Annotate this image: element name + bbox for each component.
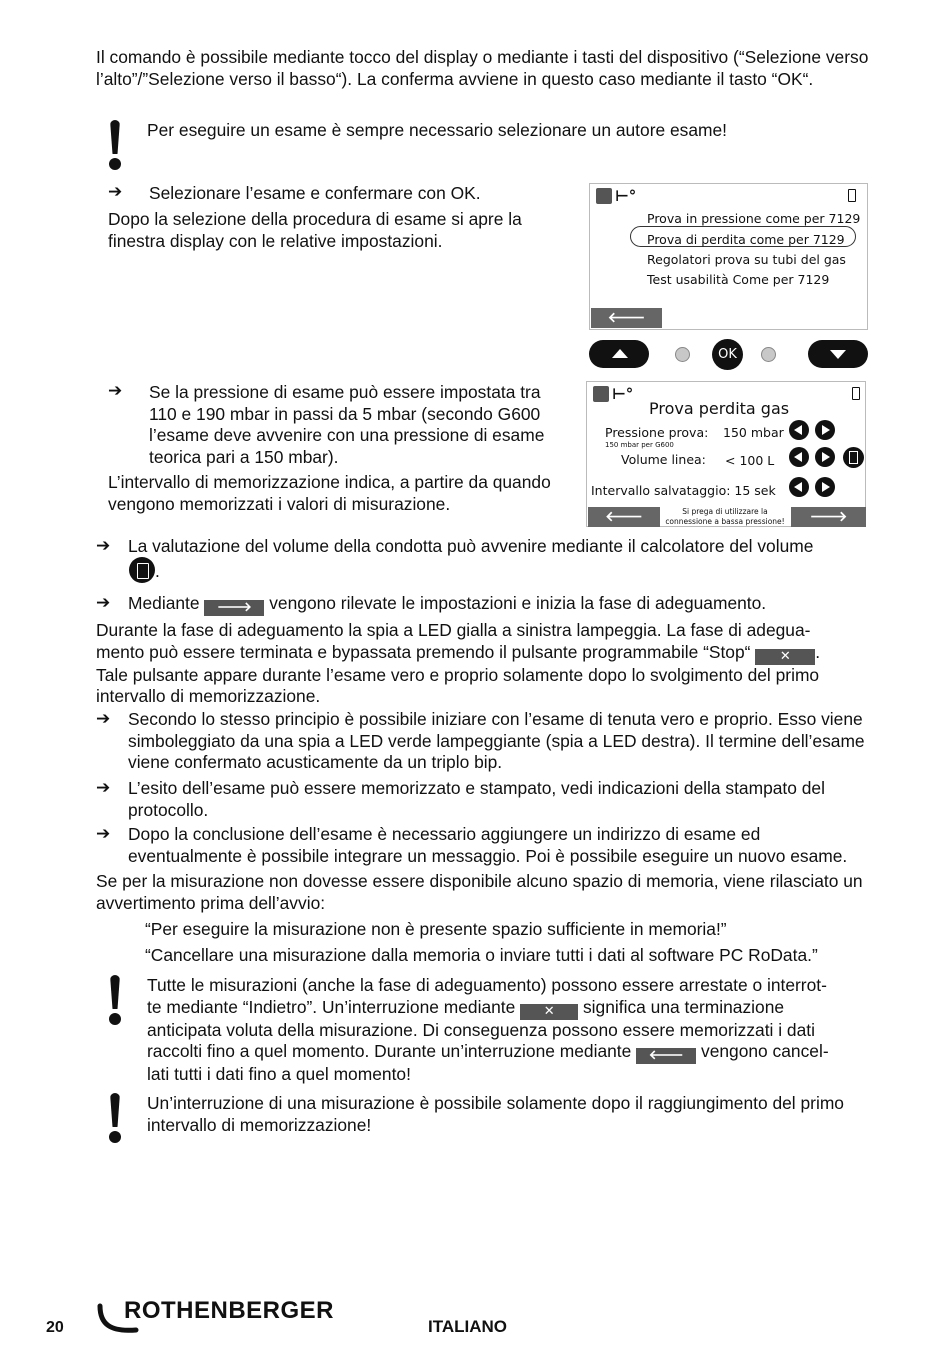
triangle-down-icon <box>830 350 846 359</box>
bullet-text: Dopo la conclusione dell’esame è necessario aggiungere un indirizzo di esame ed eventualmente è possibile integrare un messaggio. Poi è possibile eseguire un nuovo esame. <box>128 824 848 866</box>
back-button[interactable]: 🡐 <box>588 507 660 527</box>
arrow-icon: ➔ <box>96 536 111 556</box>
text-line: Durante la fase di adeguamento la spia a LED gialla a sinistra lampeggia. La fase di adegua- <box>96 620 811 640</box>
decrease-interval-button[interactable] <box>789 477 809 497</box>
calculator-button[interactable] <box>843 447 864 468</box>
increase-pressure-button[interactable] <box>815 420 835 440</box>
text-part: mento può essere terminata e bypassata premendo il pulsante programmabile “Stop“ <box>96 641 751 662</box>
flame-icon <box>596 188 612 204</box>
increase-interval-button[interactable] <box>815 477 835 497</box>
text-line: mento può essere terminata e bypassata premendo il pulsante programmabile “Stop“ ✕ . <box>96 641 821 664</box>
page-number: 20 <box>46 1319 64 1336</box>
screen-title: Prova perdita gas <box>649 399 790 418</box>
step-text: Selezionare l’esame e confermare con OK. <box>149 183 481 203</box>
low-pressure-note <box>663 507 787 527</box>
text-part: Mediante <box>128 593 200 613</box>
adeguamento-paragraph <box>96 620 876 708</box>
rothenberger-logo <box>96 1297 340 1334</box>
interval-label: Intervallo salvataggio: 15 sek <box>591 483 776 498</box>
up-button[interactable] <box>589 340 649 368</box>
text-part: significa una terminazione <box>582 996 785 1017</box>
decrease-pressure-button[interactable] <box>789 420 809 440</box>
arrow-icon: ➔ <box>96 709 111 729</box>
text-part: raccolti fino a quel momento. Durante un’interruzione mediante <box>147 1041 632 1061</box>
back-button-inline: 🡐 <box>636 1048 696 1064</box>
device-screen-menu <box>589 183 868 330</box>
arrow-icon: ➔ <box>96 593 111 613</box>
text-line: Tale pulsante appare durante l’esame vero e proprio solamente dopo lo svolgimento del primo <box>96 664 820 685</box>
menu-item[interactable]: Test usabilità Come per 7129 <box>647 272 830 287</box>
quote: “Cancellare una misurazione dalla memoria o inviare tutti i dati al software PC RoData.” <box>145 945 818 965</box>
pressure-label: Pressione prova: <box>605 425 709 440</box>
text-line <box>147 1041 887 1064</box>
menu-item[interactable]: Regolatori prova su tubi del gas <box>647 252 846 267</box>
volume-value: < 100 L <box>725 453 775 468</box>
text-line: intervallo di memorizzazione. <box>96 686 321 706</box>
triangle-up-icon <box>612 349 628 358</box>
arrow-icon: ➔ <box>108 381 123 401</box>
arrow-icon: ➔ <box>96 778 111 798</box>
calculator-icon-inline: . <box>129 557 160 583</box>
bullet-mediante <box>128 593 898 616</box>
text-part: vengono cancel- <box>701 1041 829 1061</box>
led-right <box>761 347 776 362</box>
ok-button[interactable]: OK <box>712 339 743 370</box>
note-line: Si prega di utilizzare la <box>682 507 768 516</box>
memory-paragraph: Se per la misurazione non dovesse essere disponibile alcuno spazio di memoria, viene rilasciato un avvertimento prima dell’avvio: <box>96 871 863 913</box>
down-button[interactable] <box>808 340 868 368</box>
led-left <box>675 347 690 362</box>
text-part: te mediante “Indietro”. Un’interruzione mediante <box>147 996 516 1017</box>
menu-item[interactable]: Prova di perdita come per 7129 <box>647 232 845 247</box>
quote: “Per eseguire la misurazione non è presente spazio sufficiente in memoria!” <box>145 919 727 939</box>
brand-name: ROTHENBERGER <box>124 1297 335 1324</box>
flame-icon <box>593 386 609 402</box>
pressure-value: 150 mbar <box>723 425 784 440</box>
stop-button-inline: ✕ <box>755 649 815 665</box>
warning-text: Un’interruzione di una misurazione è possibile solamente dopo il raggiungimento del primo intervallo di memorizzazione! <box>147 1093 844 1135</box>
text-part: vengono rilevate le impostazioni e inizia la fase di adeguamento. <box>269 593 767 613</box>
bullet-text: L’esito dell’esame può essere memorizzato e stampato, vedi indicazioni della stampato del protocollo. <box>128 778 825 820</box>
calculator-icon <box>849 451 858 464</box>
intro-paragraph: Il comando è possibile mediante tocco del display o mediante i tasti del dispositivo (“Selezione verso l’alto”/”Selezione verso il basso“). La conferma avviene in questo caso mediante il tasto “OK“. <box>96 47 869 89</box>
volume-label: Volume linea: <box>621 452 706 467</box>
arrow-icon: ➔ <box>96 824 111 844</box>
text-line <box>147 997 887 1020</box>
battery-icon <box>852 387 860 400</box>
step-note: L’intervallo di memorizzazione indica, a partire da quando vengono memorizzati i valori di misurazione. <box>108 472 551 514</box>
tap-icon: ⊢° <box>612 385 634 403</box>
note-line: connessione a bassa pressione! <box>665 517 785 526</box>
step-text: Se la pressione di esame può essere impostata tra 110 e 190 mbar in passi da 5 mbar (secondo G600 l’esame deve avvenire con una pressione di esame teorica pari a 150 mbar). <box>149 382 545 467</box>
back-button[interactable]: 🡐 <box>591 308 662 328</box>
text-line: anticipata voluta della misurazione. Di conseguenza possono essere memorizzati i dati <box>147 1019 815 1040</box>
pressure-sub: 150 mbar per G600 <box>605 441 674 449</box>
arrow-icon: ➔ <box>108 182 123 202</box>
bullet-text: Secondo lo stesso principio è possibile iniziare con l’esame di tenuta vero e proprio. Esso viene simboleggiato da una spia a LED verde lampeggiante (spia a LED destra). Il termine dell’esame viene confermato acusticamente da un triplo bip. <box>128 709 865 772</box>
language-label: ITALIANO <box>428 1317 508 1336</box>
battery-icon <box>848 189 856 202</box>
increase-volume-button[interactable] <box>815 447 835 467</box>
text-line: Tutte le misurazioni (anche la fase di adeguamento) possono essere arrestate o interrot- <box>147 975 827 995</box>
next-button-inline: 🡒 <box>204 600 264 616</box>
bullet-text <box>128 536 898 558</box>
tap-icon: ⊢° <box>615 187 637 205</box>
next-button[interactable]: 🡒 <box>791 507 866 527</box>
device-screen-settings <box>586 381 866 527</box>
decrease-volume-button[interactable] <box>789 447 809 467</box>
warning-text: Per eseguire un esame è sempre necessario selezionare un autore esame! <box>147 120 728 140</box>
step-note: Dopo la selezione della procedura di esame si apre la finestra display con le relative impostazioni. <box>108 209 522 251</box>
bullet-volume-text: La valutazione del volume della condotta può avvenire mediante il calcolatore del volume <box>128 536 814 556</box>
menu-item[interactable]: Prova in pressione come per 7129 <box>647 211 861 226</box>
stop-button-inline: ✕ <box>520 1004 578 1020</box>
text-line: lati tutti i dati fino a quel momento! <box>147 1064 411 1084</box>
warning-text <box>147 975 887 1086</box>
